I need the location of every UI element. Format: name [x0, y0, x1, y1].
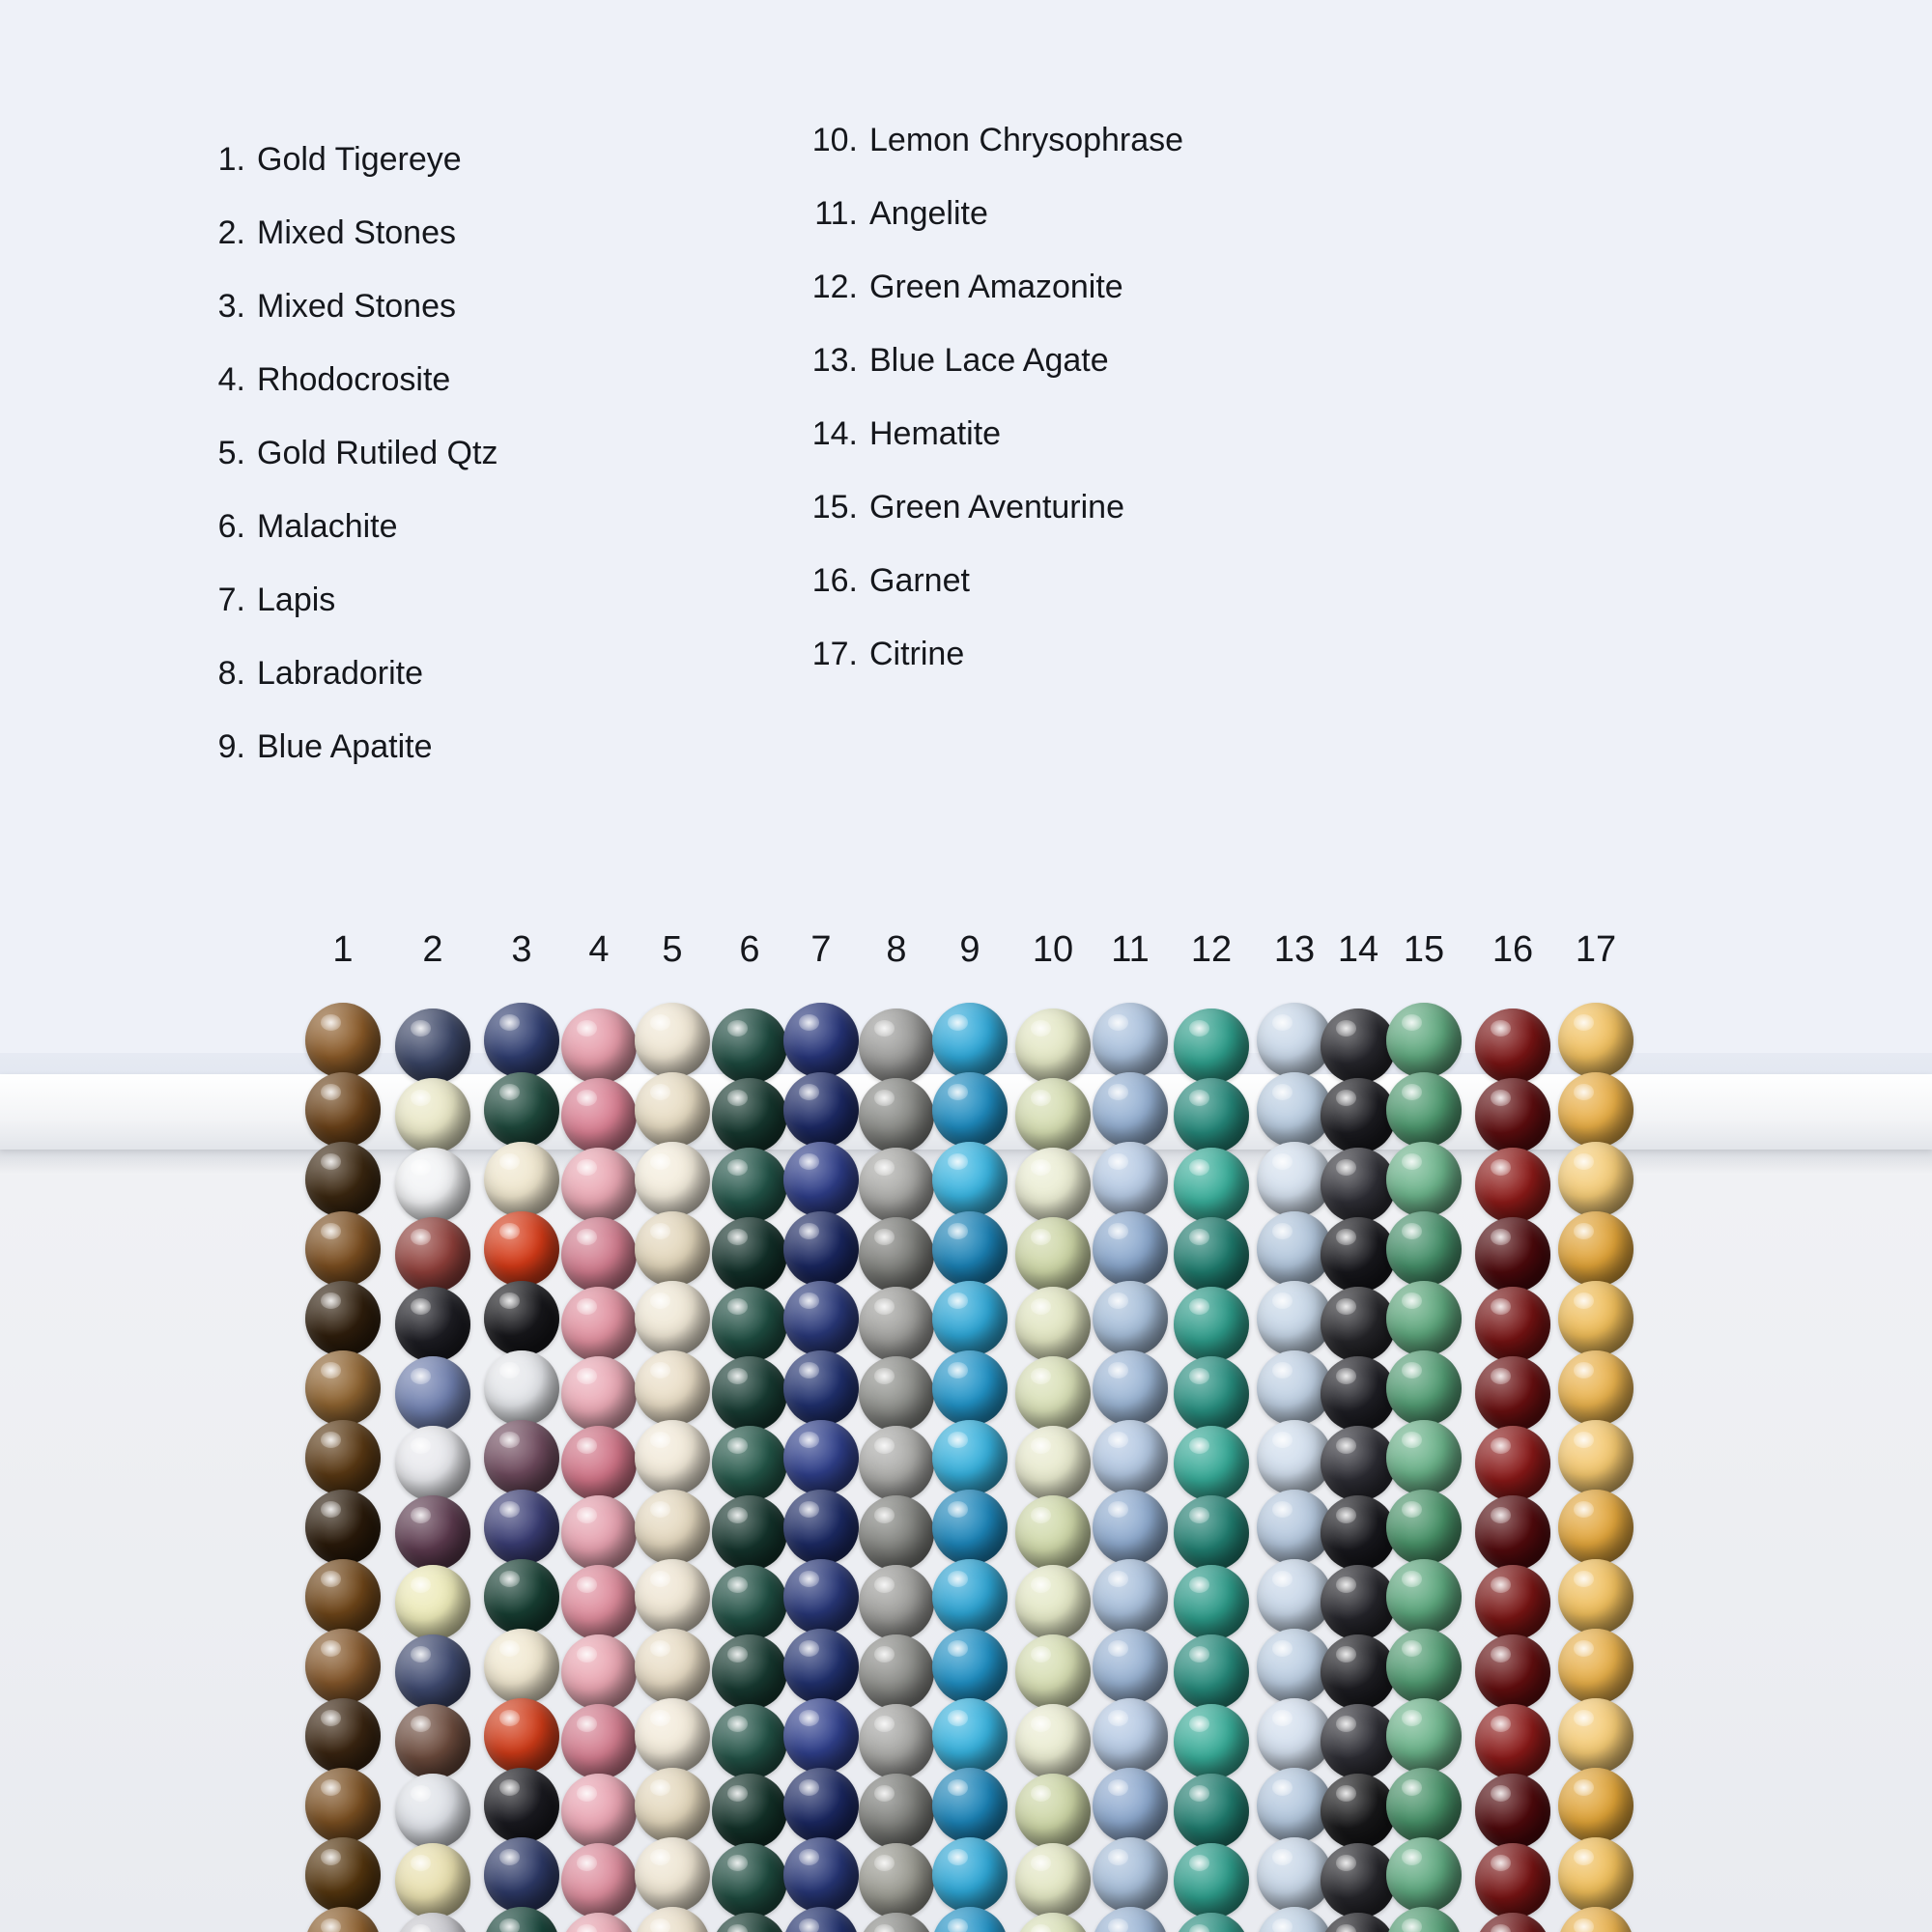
bead [1558, 1768, 1634, 1843]
bead [305, 1907, 381, 1932]
bead [1558, 1907, 1634, 1932]
bead [1093, 1072, 1168, 1148]
bead-strand [1170, 869, 1253, 1932]
bead [932, 1281, 1008, 1356]
column-number-label: 6 [739, 929, 760, 970]
bead [1015, 1148, 1091, 1223]
bead [783, 1072, 859, 1148]
legend-item [798, 124, 1183, 197]
legend-item-number: 5. [217, 435, 245, 471]
bead [305, 1698, 381, 1774]
bead [561, 1426, 637, 1501]
bead [395, 1565, 470, 1640]
bead [395, 1287, 470, 1362]
bead-strand [1554, 869, 1637, 1932]
bead [712, 1843, 787, 1918]
bead [305, 1142, 381, 1217]
bead [305, 1281, 381, 1356]
bead [395, 1426, 470, 1501]
bead [932, 1350, 1008, 1426]
bead [1558, 1003, 1634, 1078]
bead [859, 1634, 934, 1710]
bead [484, 1629, 559, 1704]
bead [712, 1495, 787, 1571]
bead [305, 1350, 381, 1426]
bead [1174, 1356, 1249, 1432]
legend-item-number: 2. [217, 214, 245, 251]
bead [395, 1148, 470, 1223]
bead [1093, 1837, 1168, 1913]
bead [1174, 1565, 1249, 1640]
bead [635, 1420, 710, 1495]
bead [395, 1217, 470, 1293]
bead [783, 1281, 859, 1356]
legend-item-number: 7. [217, 582, 245, 618]
bead [635, 1350, 710, 1426]
legend-item-label: Lemon Chrysophrase [869, 122, 1184, 158]
bead [1093, 1142, 1168, 1217]
bead [1174, 1704, 1249, 1779]
bead [395, 1634, 470, 1710]
bead [1558, 1142, 1634, 1217]
bead [783, 1837, 859, 1913]
bead [1093, 1003, 1168, 1078]
bead [1386, 1420, 1462, 1495]
bead [305, 1420, 381, 1495]
bead [1386, 1768, 1462, 1843]
bead [1475, 1426, 1550, 1501]
bead [712, 1009, 787, 1084]
bead [1015, 1426, 1091, 1501]
bead [561, 1148, 637, 1223]
legend-item [798, 197, 1183, 270]
bead [859, 1009, 934, 1084]
legend-item-label: Green Amazonite [869, 269, 1123, 305]
legend-item [798, 638, 1183, 711]
bead [932, 1072, 1008, 1148]
bead [859, 1287, 934, 1362]
bead [561, 1009, 637, 1084]
bead-strand [1382, 869, 1465, 1932]
bead [1174, 1843, 1249, 1918]
bead-strand [780, 869, 863, 1932]
bead [1015, 1495, 1091, 1571]
bead [395, 1078, 470, 1153]
bead [1475, 1356, 1550, 1432]
bead [305, 1559, 381, 1634]
legend-item [798, 344, 1183, 417]
bead [1475, 1843, 1550, 1918]
bead [1558, 1281, 1634, 1356]
bead [395, 1704, 470, 1779]
bead [1558, 1559, 1634, 1634]
legend-item-label: Lapis [257, 582, 336, 618]
bead [561, 1774, 637, 1849]
column-number-row [0, 929, 1932, 987]
bead [1475, 1009, 1550, 1084]
bead [1475, 1774, 1550, 1849]
bead-strand [391, 869, 474, 1932]
bead [484, 1142, 559, 1217]
column-number-label: 8 [886, 929, 907, 970]
bead [1093, 1768, 1168, 1843]
bead [1386, 1907, 1462, 1932]
legend-item [205, 216, 497, 290]
bead [783, 1003, 859, 1078]
bead [859, 1356, 934, 1432]
column-number-label: 3 [511, 929, 532, 970]
legend-item-number: 10. [811, 122, 858, 158]
bead [561, 1287, 637, 1362]
bead [932, 1142, 1008, 1217]
column-number-label: 5 [662, 929, 683, 970]
bead [1386, 1072, 1462, 1148]
bead-strand [557, 869, 640, 1932]
bead-strand [631, 869, 714, 1932]
bead [1015, 1356, 1091, 1432]
bead [859, 1704, 934, 1779]
bead [1386, 1698, 1462, 1774]
bead [1093, 1350, 1168, 1426]
bead [635, 1629, 710, 1704]
bead [1174, 1495, 1249, 1571]
legend-item-number: 6. [217, 508, 245, 545]
legend-item-number: 16. [811, 562, 858, 599]
bead [1475, 1287, 1550, 1362]
column-number-label: 4 [588, 929, 610, 970]
bead [1174, 1287, 1249, 1362]
bead [859, 1148, 934, 1223]
bead [561, 1565, 637, 1640]
column-number-label: 10 [1032, 929, 1074, 970]
legend-item-number: 11. [814, 195, 858, 232]
legend-item-number: 4. [217, 361, 245, 398]
legend-item [205, 437, 497, 510]
bead [783, 1629, 859, 1704]
bead [783, 1350, 859, 1426]
legend-column-right [798, 124, 1183, 711]
bead [1015, 1704, 1091, 1779]
bead [484, 1698, 559, 1774]
bead-strand [1089, 869, 1172, 1932]
bead [561, 1634, 637, 1710]
bead [1174, 1078, 1249, 1153]
bead [783, 1768, 859, 1843]
bead [712, 1774, 787, 1849]
bead [1386, 1211, 1462, 1287]
bead [1093, 1281, 1168, 1356]
bead [635, 1698, 710, 1774]
bead [635, 1211, 710, 1287]
bead [305, 1490, 381, 1565]
bead [635, 1003, 710, 1078]
legend-item [205, 510, 497, 583]
legend-item-label: Garnet [869, 562, 970, 599]
bead [484, 1350, 559, 1426]
bead [561, 1495, 637, 1571]
column-number-label: 12 [1190, 929, 1233, 970]
bead [859, 1565, 934, 1640]
bead [783, 1211, 859, 1287]
bead [1174, 1913, 1249, 1932]
bead [1558, 1629, 1634, 1704]
bead [1475, 1565, 1550, 1640]
bead [635, 1281, 710, 1356]
bead [712, 1287, 787, 1362]
bead [1093, 1698, 1168, 1774]
bead [484, 1072, 559, 1148]
bead [305, 1629, 381, 1704]
bead [859, 1426, 934, 1501]
bead [1174, 1634, 1249, 1710]
bead [932, 1907, 1008, 1932]
column-number-label: 17 [1575, 929, 1617, 970]
bead [932, 1211, 1008, 1287]
bead [712, 1565, 787, 1640]
bead [484, 1837, 559, 1913]
bead [1015, 1217, 1091, 1293]
bead-strand [855, 869, 938, 1932]
bead [859, 1774, 934, 1849]
bead [305, 1837, 381, 1913]
bead [1015, 1009, 1091, 1084]
legend-item-number: 3. [217, 288, 245, 325]
bead [712, 1078, 787, 1153]
bead-strand [480, 869, 563, 1932]
column-number-label: 9 [959, 929, 980, 970]
bead [484, 1559, 559, 1634]
bead [1475, 1078, 1550, 1153]
bead [1093, 1907, 1168, 1932]
bead [484, 1768, 559, 1843]
column-number-label: 14 [1337, 929, 1379, 970]
bead [1093, 1490, 1168, 1565]
bead [484, 1003, 559, 1078]
bead [395, 1774, 470, 1849]
legend-item-label: Mixed Stones [257, 288, 456, 325]
legend-item [798, 417, 1183, 491]
bead [1174, 1009, 1249, 1084]
bead-strand [1011, 869, 1094, 1932]
bead [1386, 1350, 1462, 1426]
bead [932, 1003, 1008, 1078]
bead [484, 1490, 559, 1565]
legend-item-number: 12. [811, 269, 858, 305]
column-number-label: 13 [1273, 929, 1316, 970]
legend-item [798, 491, 1183, 564]
bead [1558, 1350, 1634, 1426]
bead [783, 1698, 859, 1774]
bead [932, 1420, 1008, 1495]
bead [1558, 1420, 1634, 1495]
bead-strand-photo [0, 869, 1932, 1932]
bead [395, 1843, 470, 1918]
bead-strand [301, 869, 384, 1932]
bead-strand [1471, 869, 1554, 1932]
bead [561, 1217, 637, 1293]
bead [783, 1559, 859, 1634]
legend-item [205, 730, 497, 804]
bead [635, 1142, 710, 1217]
bead [484, 1907, 559, 1932]
legend-item [798, 564, 1183, 638]
bead [783, 1142, 859, 1217]
bead [932, 1629, 1008, 1704]
bead [635, 1837, 710, 1913]
bead [635, 1907, 710, 1932]
bead [635, 1072, 710, 1148]
bead [712, 1356, 787, 1432]
bead [1386, 1559, 1462, 1634]
bead [561, 1913, 637, 1932]
bead [1475, 1704, 1550, 1779]
bead [1015, 1774, 1091, 1849]
bead [635, 1559, 710, 1634]
legend-item-number: 9. [217, 728, 245, 765]
legend-column-left [205, 143, 497, 804]
legend-item-label: Mixed Stones [257, 214, 456, 251]
bead [1386, 1003, 1462, 1078]
legend-item [205, 583, 497, 657]
bead [932, 1490, 1008, 1565]
bead [484, 1420, 559, 1495]
bead [1093, 1559, 1168, 1634]
bead [1475, 1913, 1550, 1932]
legend-item-label: Citrine [869, 636, 965, 672]
bead [1093, 1211, 1168, 1287]
legend-item-label: Gold Rutiled Qtz [257, 435, 498, 471]
bead [783, 1907, 859, 1932]
bead [1015, 1913, 1091, 1932]
bead [783, 1420, 859, 1495]
bead [484, 1281, 559, 1356]
bead [395, 1495, 470, 1571]
bead [1558, 1698, 1634, 1774]
bead [305, 1768, 381, 1843]
bead-strand [928, 869, 1011, 1932]
legend-item [205, 290, 497, 363]
bead [1386, 1490, 1462, 1565]
legend-item-label: Angelite [869, 195, 988, 232]
column-number-label: 16 [1492, 929, 1534, 970]
column-number-label: 1 [332, 929, 354, 970]
bead [395, 1009, 470, 1084]
bead [712, 1634, 787, 1710]
bead [859, 1843, 934, 1918]
column-number-label: 11 [1111, 929, 1150, 970]
column-number-label: 15 [1403, 929, 1445, 970]
bead [712, 1704, 787, 1779]
bead [395, 1356, 470, 1432]
bead [1558, 1490, 1634, 1565]
bead [1174, 1148, 1249, 1223]
bead [1015, 1565, 1091, 1640]
column-number-label: 7 [810, 929, 832, 970]
bead [1475, 1495, 1550, 1571]
bead [1558, 1072, 1634, 1148]
column-number-label: 2 [422, 929, 443, 970]
bead [859, 1495, 934, 1571]
bead [561, 1356, 637, 1432]
bead [1386, 1629, 1462, 1704]
bead [1174, 1217, 1249, 1293]
bead [1558, 1837, 1634, 1913]
bead [1015, 1287, 1091, 1362]
bead [859, 1217, 934, 1293]
bead [1386, 1837, 1462, 1913]
bead [712, 1148, 787, 1223]
bead [484, 1211, 559, 1287]
legend-item-number: 15. [811, 489, 858, 526]
bead [305, 1072, 381, 1148]
bead [1015, 1634, 1091, 1710]
bead [1174, 1426, 1249, 1501]
bead [561, 1843, 637, 1918]
bead [1015, 1078, 1091, 1153]
bead [859, 1913, 934, 1932]
legend-item-label: Green Aventurine [869, 489, 1124, 526]
bead [305, 1211, 381, 1287]
legend-item-number: 17. [811, 636, 858, 672]
legend-item [205, 657, 497, 730]
legend-item-label: Blue Lace Agate [869, 342, 1109, 379]
bead [1093, 1629, 1168, 1704]
bead [1386, 1142, 1462, 1217]
bead [1386, 1281, 1462, 1356]
legend-item-label: Labradorite [257, 655, 424, 692]
bead [1475, 1217, 1550, 1293]
legend-item-label: Rhodocrosite [257, 361, 451, 398]
bead [932, 1837, 1008, 1913]
legend-item-number: 8. [217, 655, 245, 692]
legend-item [798, 270, 1183, 344]
legend-item-label: Malachite [257, 508, 398, 545]
bead [859, 1078, 934, 1153]
legend-item-label: Blue Apatite [257, 728, 433, 765]
legend-item-label: Hematite [869, 415, 1002, 452]
legend-item-label: Gold Tigereye [257, 141, 462, 178]
bead [1558, 1211, 1634, 1287]
bead [1174, 1774, 1249, 1849]
bead [305, 1003, 381, 1078]
legend-item [205, 143, 497, 216]
bead [932, 1768, 1008, 1843]
bead [712, 1426, 787, 1501]
bead [1015, 1843, 1091, 1918]
bead [932, 1559, 1008, 1634]
bead [783, 1490, 859, 1565]
bead [712, 1217, 787, 1293]
bead [932, 1698, 1008, 1774]
bead [1093, 1420, 1168, 1495]
bead [561, 1704, 637, 1779]
legend-item [205, 363, 497, 437]
bead [561, 1078, 637, 1153]
legend-item-number: 13. [811, 342, 858, 379]
bead [635, 1490, 710, 1565]
bead [395, 1913, 470, 1932]
legend-item-number: 14. [811, 415, 858, 452]
bead [635, 1768, 710, 1843]
legend-item-number: 1. [217, 141, 245, 178]
bead [1475, 1148, 1550, 1223]
bead [712, 1913, 787, 1932]
bead [1475, 1634, 1550, 1710]
